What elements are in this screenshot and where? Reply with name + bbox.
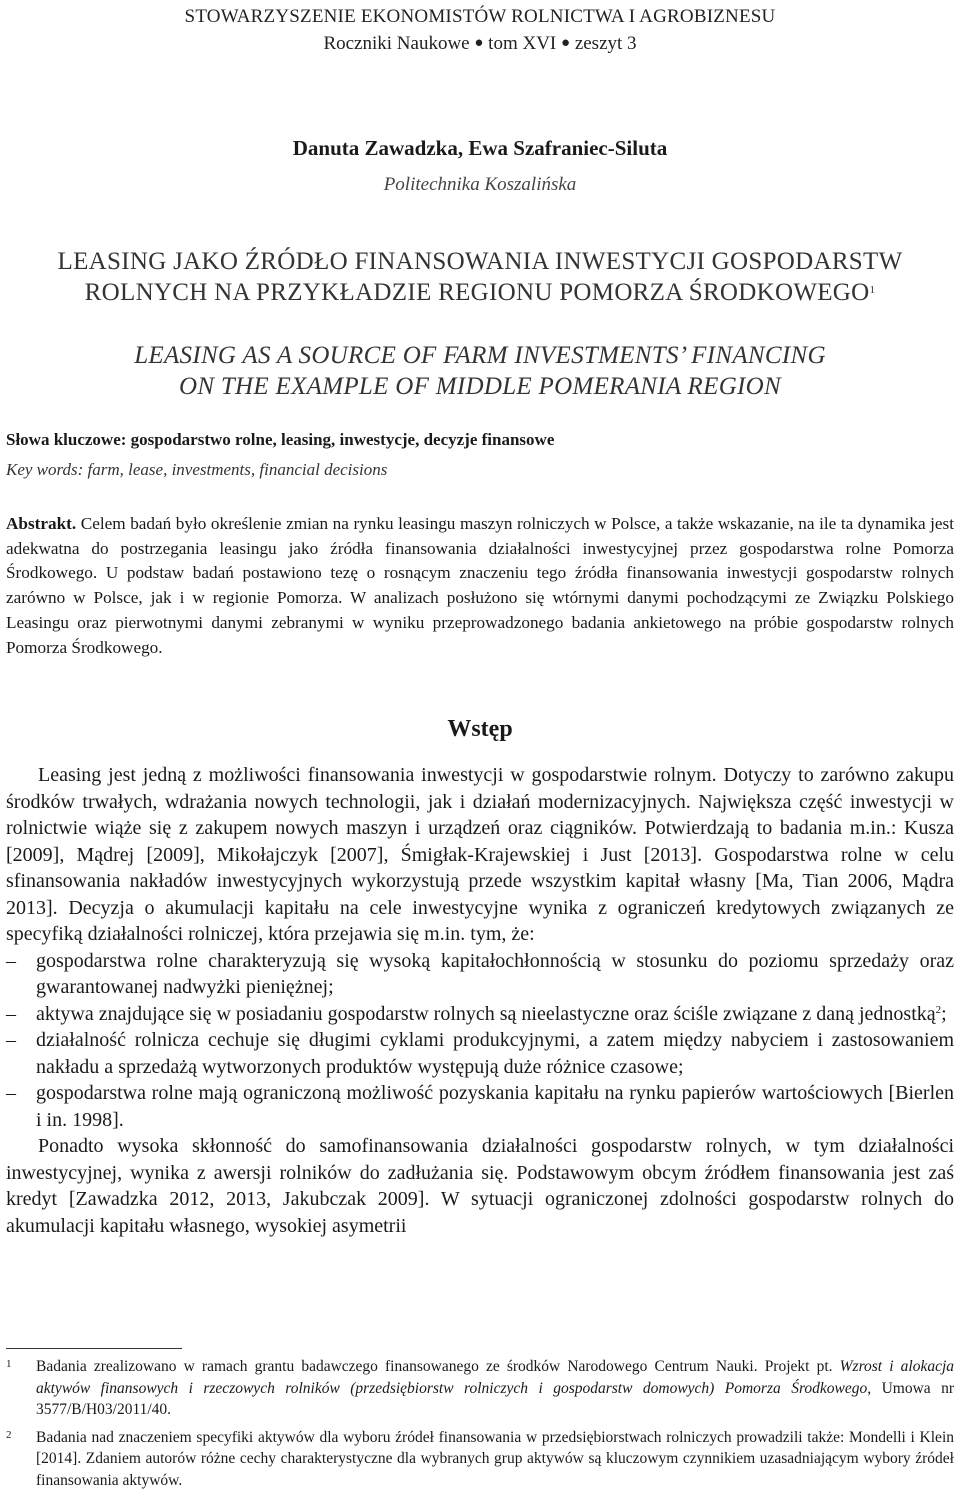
footnote-number: 1 [6, 1358, 12, 1370]
footnote-mark[interactable]: 2 [935, 1003, 942, 1016]
society-name: STOWARZYSZENIE EKONOMISTÓW ROLNICTWA I AGROBIZNESU [184, 6, 776, 27]
footnotes [6, 1356, 954, 1491]
title-polish-line1: LEASING JAKO ŹRÓDŁO FINANSOWANIA INWESTYCJI GOSPODARSTW [57, 248, 903, 275]
journal-line [0, 30, 960, 57]
abstract-text: Celem badań było określenie zmian na rynku leasingu maszyn rolniczych w Polsce, a także wskazanie, na ile ta dynamika jest adekwatna do postrzegania leasingu jako źródła finansowania działalności inwestycyjnej przez gospodarstwa rolne Pomorza Środkowego. U podstaw badań postawiono tezę o rosnącym znaczeniu tego źródła finansowania inwestycji gospodarstw rolnych zarówno w Polsce, jak i w regionie Pomorza. W analizach posłużono się wtórnymi danymi pochodzącymi ze Związku Polskiego Leasingu oraz pierwotnymi danymi zebranymi w wyniku przeprowadzonego badania ankietowego na próbie gospodarstw rolnych Pomorza Środkowego. [6, 514, 955, 657]
list-item [6, 1080, 954, 1133]
list-item [6, 1027, 954, 1080]
section-heading: Wstęp [447, 716, 513, 742]
title-polish-line2 [0, 277, 960, 308]
title-english-line1: LEASING AS A SOURCE OF FARM INVESTMENTS’ FINANCING [134, 342, 826, 369]
list-item-end: ; [941, 1002, 947, 1025]
footnote-rule [6, 1348, 182, 1349]
paragraph: Ponadto wysoka skłonność do samofinansowania działalności gospodarstw rolnych, w tym działalności inwestycyjnej, wynika z awersji rolników do zadłużania się. Podstawowym obcym źródłem finansowania jest zaś kredyt [Zawadzka 2012, 2013, Jakubczak 2009]. W sytuacji ograniczonej zdolności gospodarstw rolnych do akumulacji kapitału własnego, wysokiej asymetrii [6, 1135, 954, 1237]
list-item-text: gospodarstwa rolne charakteryzują się wysoką kapitałochłonnością w stosunku do poziomu sprzedaży oraz gwarantowanej nadwyżki pieniężnej; [36, 949, 954, 998]
dash-marker: – [6, 1029, 16, 1051]
bullet-separator: ● [474, 35, 484, 51]
keywords-english: Key words: farm, lease, investments, financial decisions [6, 460, 388, 479]
keywords-polish: Słowa kluczowe: gospodarstwo rolne, leasing, inwestycje, decyzje finansowe [6, 430, 555, 449]
affiliation: Politechnika Koszalińska [383, 174, 577, 195]
list-item [6, 948, 954, 1001]
list-item-text: gospodarstwa rolne mają ograniczoną możliwość pozyskania kapitału na rynku papierów wartościowych [Bierlen i in. 1998]. [36, 1082, 954, 1131]
footnote-text: Badania zrealizowano w ramach grantu badawczego finansowanego ze środków Narodowego Centrum Nauki. Projekt pt. [36, 1358, 833, 1375]
title-polish [0, 246, 960, 308]
abstract [6, 512, 954, 660]
footnote-text-end: , Umowa nr 3577/B/H03/2011/40. [36, 1379, 954, 1418]
footnote-2 [6, 1427, 954, 1492]
paragraph: Leasing jest jedną z możliwości finansowania inwestycji w gospodarstwie rolnym. Dotyczy to zarówno zakupu środków trwałych, wdrażania nowych technologii, jak i działań modernizacyjnych. Największa część inwestycji w rolnictwie wiąże się z zakupem nowych maszyn i urządzeń oraz ciągników. Potwierdzają to badania m.in.: Kusza [2009], Mądrej [2009], Mikołajczyk [2007], Śmigłak-Krajewskiej i Just [2013]. Gospodarstwa rolne w celu sfinansowania nakładów inwestycyjnych wykorzystują przede wszystkim kapitał własny [Ma, Tian 2006, Mądra 2013]. Decyzja o akumulacji kapitału na cele inwestycyjne wynika z ograniczeń kredytowych związanych ze specyfiką działalności rolniczej, która przejawia się m.in. tym, że: [6, 764, 954, 945]
list-item-text: działalność rolnicza cechuje się długimi cyklami produkcyjnymi, a zatem między nabyciem i zastosowaniem nakładu a sprzedażą wytworzonych produktów występują duże różnice czasowe; [36, 1029, 954, 1078]
title-english [0, 340, 960, 402]
title-english-line2: ON THE EXAMPLE OF MIDDLE POMERANIA REGION [178, 373, 782, 400]
footnote-mark[interactable]: 1 [869, 284, 876, 296]
body-text [6, 762, 954, 1239]
issue: zeszyt 3 [574, 33, 637, 54]
footnote-number: 2 [6, 1428, 12, 1441]
project-title: Wzrost i alokacja aktywów finansowych i rzeczowych rolników (przedsiębiorstw rolniczych i gospodarstw domowych) Pomorza Środkowego [36, 1358, 955, 1397]
list-item [6, 1001, 954, 1028]
running-header [0, 4, 960, 57]
footnote-1 [6, 1356, 954, 1421]
volume: tom XVI [488, 33, 557, 54]
dash-marker: – [6, 949, 16, 972]
title-polish-line2-text: ROLNYCH NA PRZYKŁADZIE REGIONU POMORZA ŚRODKOWEGO [84, 279, 870, 306]
abstract-label: Abstrakt. [6, 514, 77, 533]
dash-marker: – [6, 1002, 16, 1025]
footnote-text: Badania nad znaczeniem specyfiki aktywów dla wyboru źródeł finansowania w przedsiębiorstwach rolniczych prowadzili także: Mondelli i Klein [2014]. Zdaniem autorów różne cechy charakterystyczne dla wybranych grup aktywów są kluczowym czynnikiem uzasadniającym wybory źródeł finansowania aktywów. [36, 1428, 954, 1489]
bullet-separator: ● [561, 35, 571, 51]
list-item-text: aktywa znajdujące się w posiadaniu gospodarstw rolnych są nieelastyczne oraz ściśle związane z daną jednostką [36, 1002, 936, 1025]
authors: Danuta Zawadzka, Ewa Szafraniec-Siluta [292, 136, 668, 160]
journal-name: Roczniki Naukowe [323, 33, 470, 54]
dash-marker: – [6, 1082, 16, 1104]
